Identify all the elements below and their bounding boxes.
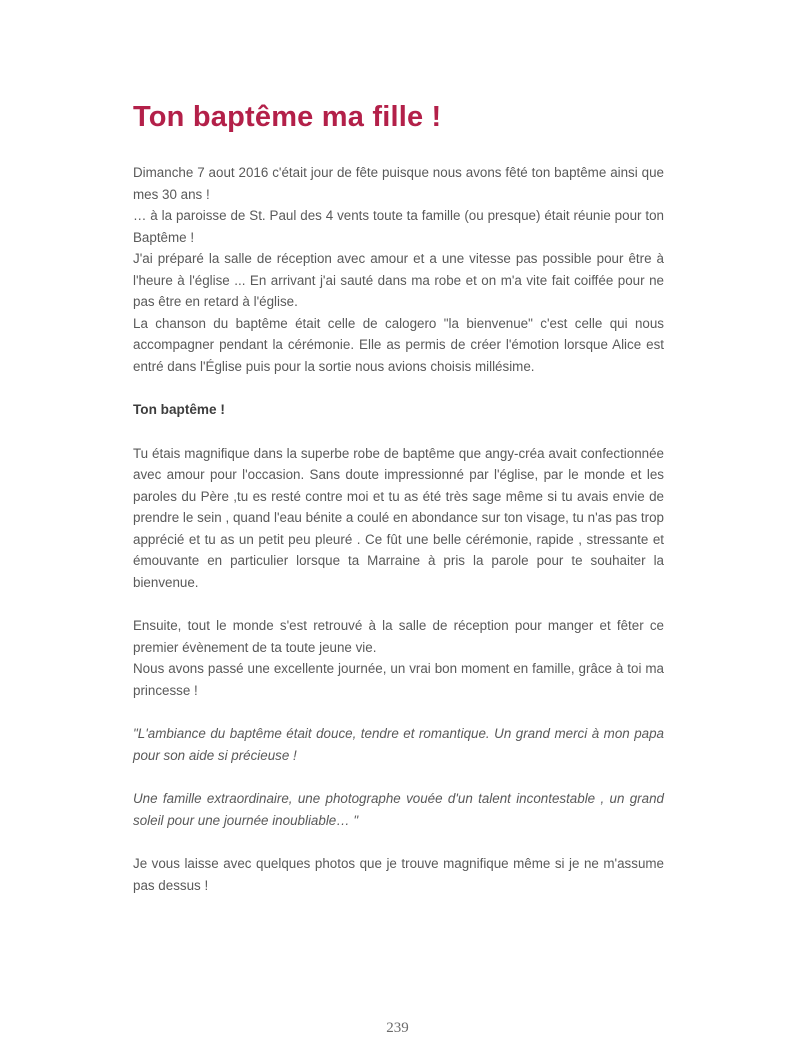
paragraph-closing: Je vous laisse avec quelques photos que je trouve magnifique même si je ne m'assume pas dessus ! [133,856,664,893]
paragraph-body-main: Tu étais magnifique dans la superbe robe de baptême que angy-créa avait confectionnée avec amour pour l'occasion. Sans doute impressionné par l'église, par le monde et les paroles du Père ,tu es resté contre moi et tu as été très sage même si tu avais envie de prendre le sein , quand l'eau bénite a coulé en abondance sur ton visage, tu n'as pas trop apprécié et tu as un petit peu pleuré . Ce fût une belle cérémonie, rapide , stressante et émouvante en particulier lorsque ta Marraine à pris la parole pour te souhaiter la bienvenue. [133,445,664,590]
paragraph-intro-4: La chanson du baptême était celle de calogero "la bienvenue" c'est celle qui nous accompagner pendant la cérémonie. Elle as permis de créer l'émotion lorsque Alice est entré dans l'Église puis pour la sortie nous avions choisis millésime. [133,315,664,374]
paragraph-intro-3: J'ai préparé la salle de réception avec amour et a une vitesse pas possible pour être à l'heure à l'église ... En arrivant j'ai sauté dans ma robe et on m'a vite fait coiffée pour ne pas être en retard à l'église. [133,251,664,309]
section-heading: Ton baptême ! [133,402,225,417]
paragraph-intro-1: Dimanche 7 aout 2016 c'était jour de fête puisque nous avons fêté ton baptême ainsi que mes 30 ans ! [133,165,664,202]
article-content [133,101,664,896]
paragraph-reception-2: Nous avons passé une excellente journée, un vrai bon moment en famille, grâce à toi ma princesse ! [133,661,664,698]
paragraph-reception-1: Ensuite, tout le monde s'est retrouvé à la salle de réception pour manger et fêter ce premier évènement de ta toute jeune vie. [133,618,664,655]
page-title: Ton baptême ma fille ! [133,101,442,133]
paragraph-quote-1: "L'ambiance du baptême était douce, tendre et romantique. Un grand merci à mon papa pour son aide si précieuse ! [133,726,664,763]
paragraph-intro-2: … à la paroisse de St. Paul des 4 vents toute ta famille (ou presque) était réunie pour ton Baptême ! [133,208,664,245]
page-number: 239 [386,1020,409,1036]
paragraph-quote-2: Une famille extraordinaire, une photographe vouée d'un talent incontestable , un grand soleil pour une journée inoubliable… " [133,791,664,828]
